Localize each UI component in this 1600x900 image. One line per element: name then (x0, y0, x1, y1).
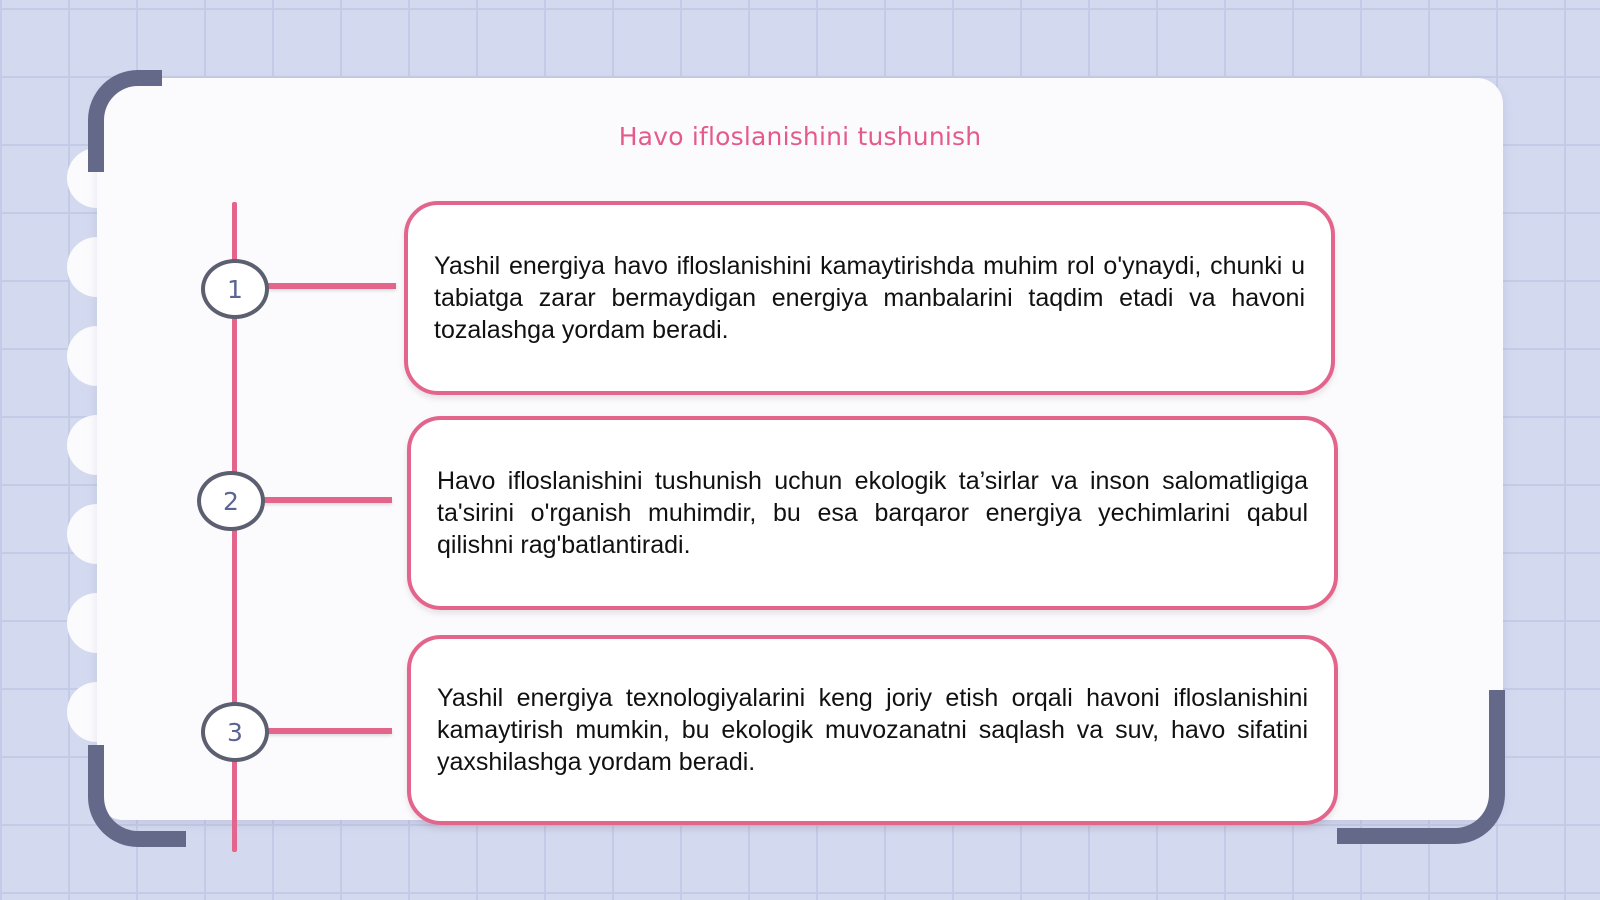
corner-bracket-top-left (88, 70, 162, 172)
timeline-card-1 (404, 201, 1335, 395)
timeline-card-text: Yashil energiya texnologiyalarini keng joriy etish orqali havoni ifloslanishini kamaytirish mumkin, bu ekologik muvozanatni saqlash va suv, havo sifatini yaxshilashga yordam beradi. (437, 684, 1308, 776)
corner-bracket-bottom-right (1337, 690, 1505, 844)
corner-bracket-bottom-left (88, 745, 186, 847)
timeline-connector (260, 497, 392, 503)
timeline-step-3: 3 (201, 702, 269, 762)
slide-title: Havo ifloslanishini tushunish (618, 122, 982, 151)
timeline-connector (264, 728, 392, 734)
timeline-card-text: Yashil energiya havo ifloslanishini kamaytirishda muhim rol o'ynaydi, chunki u tabiatga zarar bermaydigan energiya manbalarini taqdim etadi va havoni tozalashga yordam beradi. (434, 252, 1305, 344)
timeline-connector (264, 283, 396, 289)
timeline-step-2: 2 (197, 471, 265, 531)
timeline-card-text: Havo ifloslanishini tushunish uchun ekologik ta’sirlar va inson salomatligiga ta'sirini o'rganish muhimdir, bu esa barqaror energiya yechimlarini qabul qilishni rag'batlantiradi. (437, 467, 1308, 559)
timeline-card-3 (407, 635, 1338, 825)
timeline-card-2 (407, 416, 1338, 610)
timeline-step-1: 1 (201, 259, 269, 319)
